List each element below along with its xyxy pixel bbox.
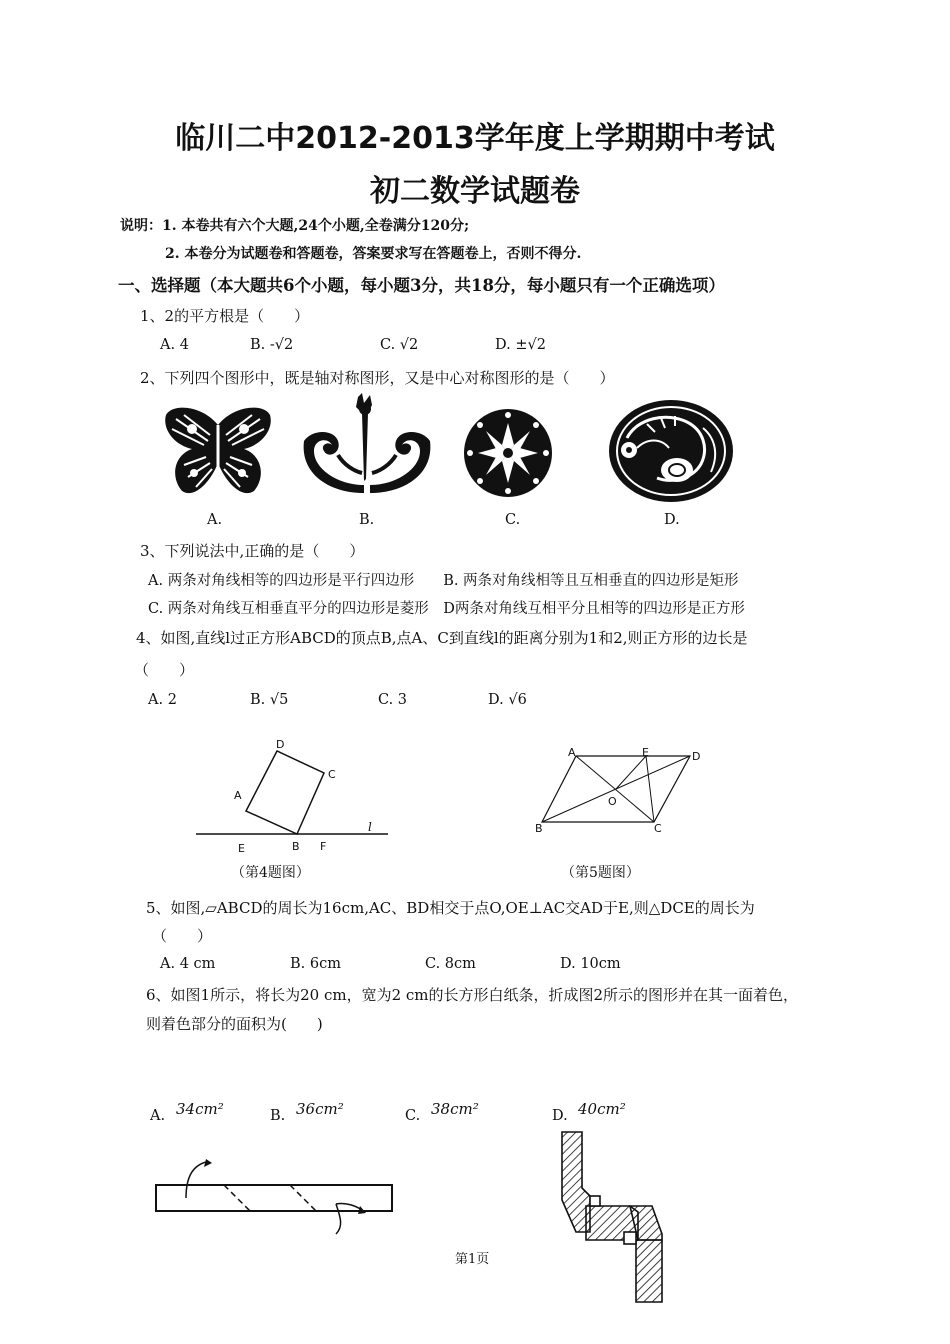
- q5-option-c: C. 8cm: [425, 956, 476, 972]
- q4-option-a: A. 2: [148, 692, 177, 708]
- q1-option-a: A. 4: [160, 337, 189, 353]
- q3-options-cd: C. 两条对角线互相垂直平分的四边形是菱形 D两条对角线互相平分且相等的四边形是正方形: [148, 601, 745, 617]
- butterfly-figure: [162, 405, 274, 497]
- q2-option-b: B.: [359, 512, 375, 528]
- fig5-label-d: D: [692, 750, 701, 763]
- fig5-label-e: E: [642, 746, 649, 759]
- q4-option-c: C. 3: [378, 692, 408, 708]
- q5-option-d: D. 10cm: [560, 956, 621, 972]
- q2-option-d: D.: [664, 512, 680, 528]
- q4-paren: （ ）: [134, 661, 195, 679]
- q2-stem: 2、下列四个图形中，既是轴对称图形，又是中心对称图形的是（ ）: [140, 369, 615, 387]
- q1-option-d: D. ±√2: [495, 337, 546, 353]
- note-1: 说明：1. 本卷共有六个大题,24个小题,全卷满分120分;: [120, 218, 470, 234]
- ornament-figure: [298, 393, 436, 497]
- q6-option-a-value: 34cm²: [176, 1100, 224, 1118]
- figure-4-square-diagram: [190, 735, 400, 855]
- q3-options-ab: A. 两条对角线相等的四边形是平行四边形 B. 两条对角线相等且互相垂直的四边形是矩形: [148, 573, 739, 589]
- fig5-label-a: A: [568, 746, 576, 759]
- fig5-label-o: O: [608, 795, 617, 808]
- exam-subtitle: 初二数学试题卷: [370, 174, 580, 209]
- q3-stem: 3、下列说法中,正确的是（ ）: [140, 542, 365, 560]
- q6-stem: 6、如图1所示，将长为20 cm，宽为2 cm的长方形白纸条，折成图2所示的图形并在其一面着色，: [146, 986, 799, 1004]
- note-2: 2. 本卷分为试题卷和答题卷，答案要求写在答题卷上，否则不得分.: [165, 246, 582, 262]
- q6-option-b-label: B.: [270, 1108, 286, 1124]
- q5-option-a: A. 4 cm: [160, 956, 216, 972]
- q4-stem: 4、如图,直线l过正方形ABCD的顶点B,点A、C到直线l的距离分别为1和2,则正方形的边长是: [136, 629, 748, 647]
- q6-option-c-label: C.: [405, 1108, 421, 1124]
- fig4-label-d: D: [276, 738, 285, 751]
- q4-option-b: B. √5: [250, 692, 289, 708]
- fig4-label-e: E: [238, 842, 245, 855]
- figure-6-paper-strip: [150, 1158, 400, 1238]
- q5-paren: （ ）: [152, 927, 213, 945]
- q6-stem-2: 则着色部分的面积为( ): [146, 1015, 323, 1033]
- fig4-label-f: F: [320, 840, 327, 853]
- q5-stem: 5、如图,▱ABCD的周长为16cm,AC、BD相交于点O,OE⊥AC交AD于E,则△DCE的周长为: [146, 899, 755, 917]
- fig5-label-b: B: [535, 822, 543, 835]
- page-number: 第1页: [455, 1252, 490, 1267]
- section-1-title: 一、选择题（本大题共6个小题，每小题3分，共18分，每小题只有一个正确选项）: [118, 276, 725, 295]
- q6-option-d-value: 40cm²: [578, 1100, 626, 1118]
- snowflake-figure: [456, 405, 560, 501]
- figure-6-folded-strip: [552, 1130, 664, 1306]
- fig5-label-c: C: [654, 822, 662, 835]
- q6-option-b-value: 36cm²: [296, 1100, 344, 1118]
- fig4-caption: （第4题图）: [231, 865, 310, 881]
- fig5-caption: （第5题图）: [561, 865, 640, 881]
- q5-option-b: B. 6cm: [290, 956, 341, 972]
- q6-option-c-value: 38cm²: [431, 1100, 479, 1118]
- q1-option-c: C. √2: [380, 337, 419, 353]
- fig4-label-b: B: [292, 840, 300, 853]
- q6-option-a-label: A.: [150, 1108, 166, 1124]
- fig4-label-l: l: [368, 820, 372, 834]
- fig4-label-c: C: [328, 768, 336, 781]
- q2-option-c: C.: [505, 512, 521, 528]
- phoenix-figure: [607, 398, 735, 504]
- figure-5-parallelogram-diagram: [540, 748, 700, 828]
- q4-option-d: D. √6: [488, 692, 527, 708]
- q2-option-a: A.: [207, 512, 223, 528]
- q1-option-b: B. -√2: [250, 337, 294, 353]
- q6-option-d-label: D.: [552, 1108, 568, 1124]
- q1-stem: 1、2的平方根是（ ）: [140, 307, 310, 325]
- fig4-label-a: A: [234, 789, 242, 802]
- exam-title: 临川二中2012-2013学年度上学期期中考试: [175, 121, 775, 156]
